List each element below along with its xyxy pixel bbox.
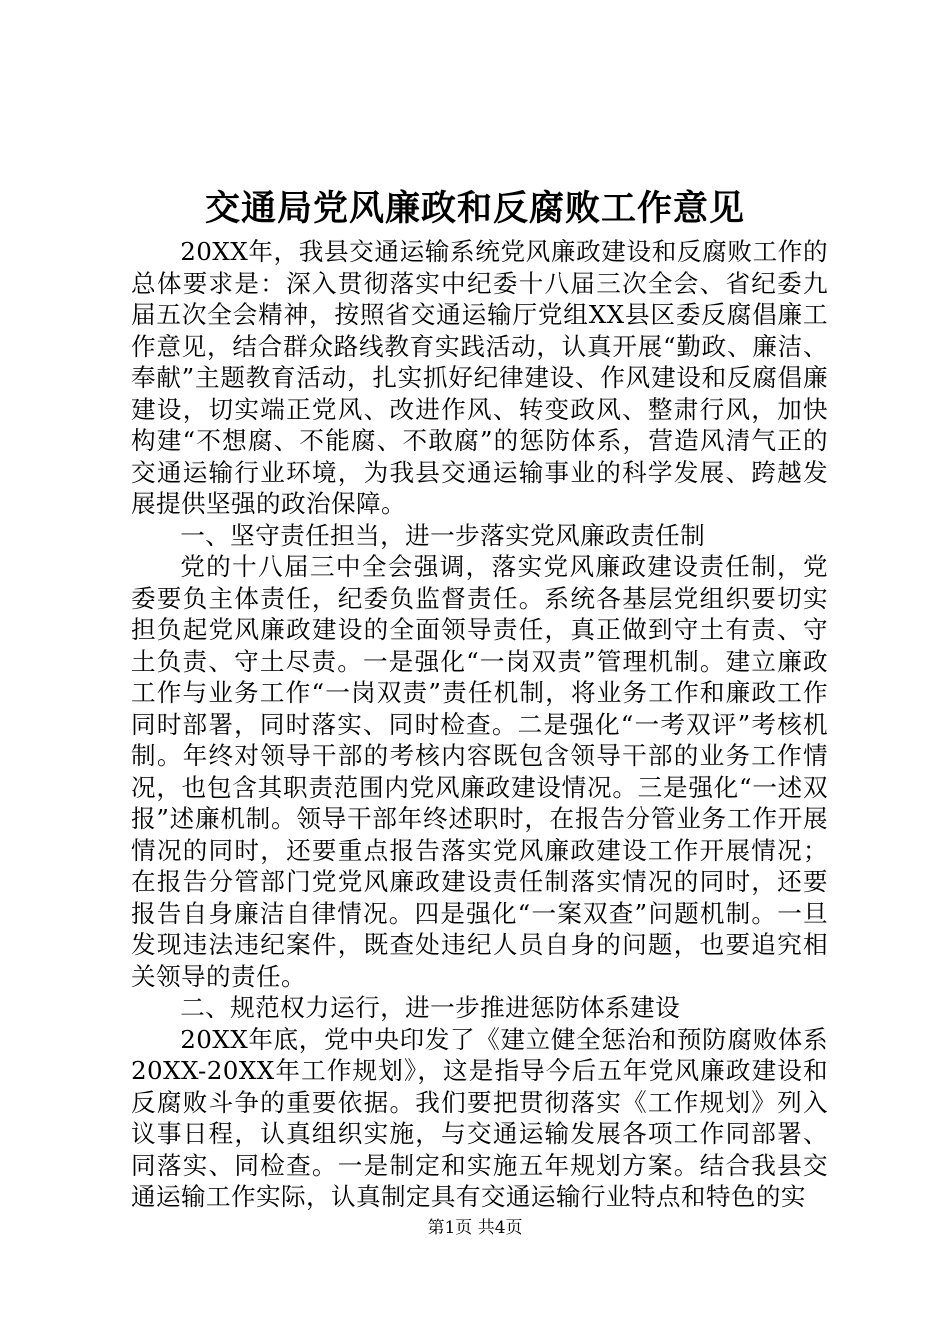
document-title: 交通局党风廉政和反腐败工作意见 bbox=[204, 188, 745, 229]
paragraph-intro: 20XX年，我县交通运输系统党风廉政建设和反腐败工作的总体要求是：深入贯彻落实中纪委十八届三次全会、省纪委九届五次全会精神，按照省交通运输厅党组XX县区委反腐倡廉工作意见，结合群众路线教育实践活动，认真开展“勤政、廉洁、奉献”主题教育活动，扎实抓好纪律建设、作风建设和反腐倡廉建设，切实端正党风、改进作风、转变政风、整肃行风，加快构建“不想腐、不能腐、不敢腐”的惩防体系，营造风清气正的交通运输行业环境，为我县交通运输事业的科学发展、跨越发展提供坚强的政治保障。 bbox=[131, 237, 828, 518]
paragraph-section-1: 党的十八届三中全会强调，落实党风廉政建设责任制，党委要负主体责任，纪委负监督责任。系统各基层党组织要切实担负起党风廉政建设的全面领导责任，真正做到守土有责、守土负责、守土尽责。一是强化“一岗双责”管理机制。建立廉政工作与业务工作“一岗双责”责任机制，将业务工作和廉政工作同时部署，同时落实、同时检查。二是强化“一考双评”考核机制。年终对领导干部的考核内容既包含领导干部的业务工作情况，也包含其职责范围内党风廉政建设情况。三是强化“一述双报”述廉机制。领导干部年终述职时，在报告分管业务工作开展情况的同时，还要重点报告落实党风廉政建设工作开展情况；在报告分管部门党党风廉政建设责任制落实情况的同时，还要报告自身廉洁自律情况。四是强化“一案双查”问题机制。一旦发现违法违纪案件，既查处违纪人员自身的问题，也要追究相关领导的责任。 bbox=[131, 552, 828, 991]
document-body bbox=[131, 236, 828, 1213]
section-heading-1: 一、坚守责任担当，进一步落实党风廉政责任制 bbox=[180, 520, 706, 550]
page-number-footer: 第1页 共4页 bbox=[427, 1218, 523, 1238]
section-heading-2: 二、规范权力运行，进一步推进惩防体系建设 bbox=[180, 993, 681, 1022]
paragraph-section-2: 20XX年底，党中央印发了《建立健全惩治和预防腐败体系20XX-20XX年工作规划》，这是指导今后五年党风廉政建设和反腐败斗争的重要依据。我们要把贯彻落实《工作规划》列入议事日程，认真组织实施，与交通运输发展各项工作同部署、同落实、同检查。一是制定和实施五年规划方案。结合我县交通运输工作实际，认真制定具有交通运输行业特点和特色的实 bbox=[131, 1024, 828, 1211]
